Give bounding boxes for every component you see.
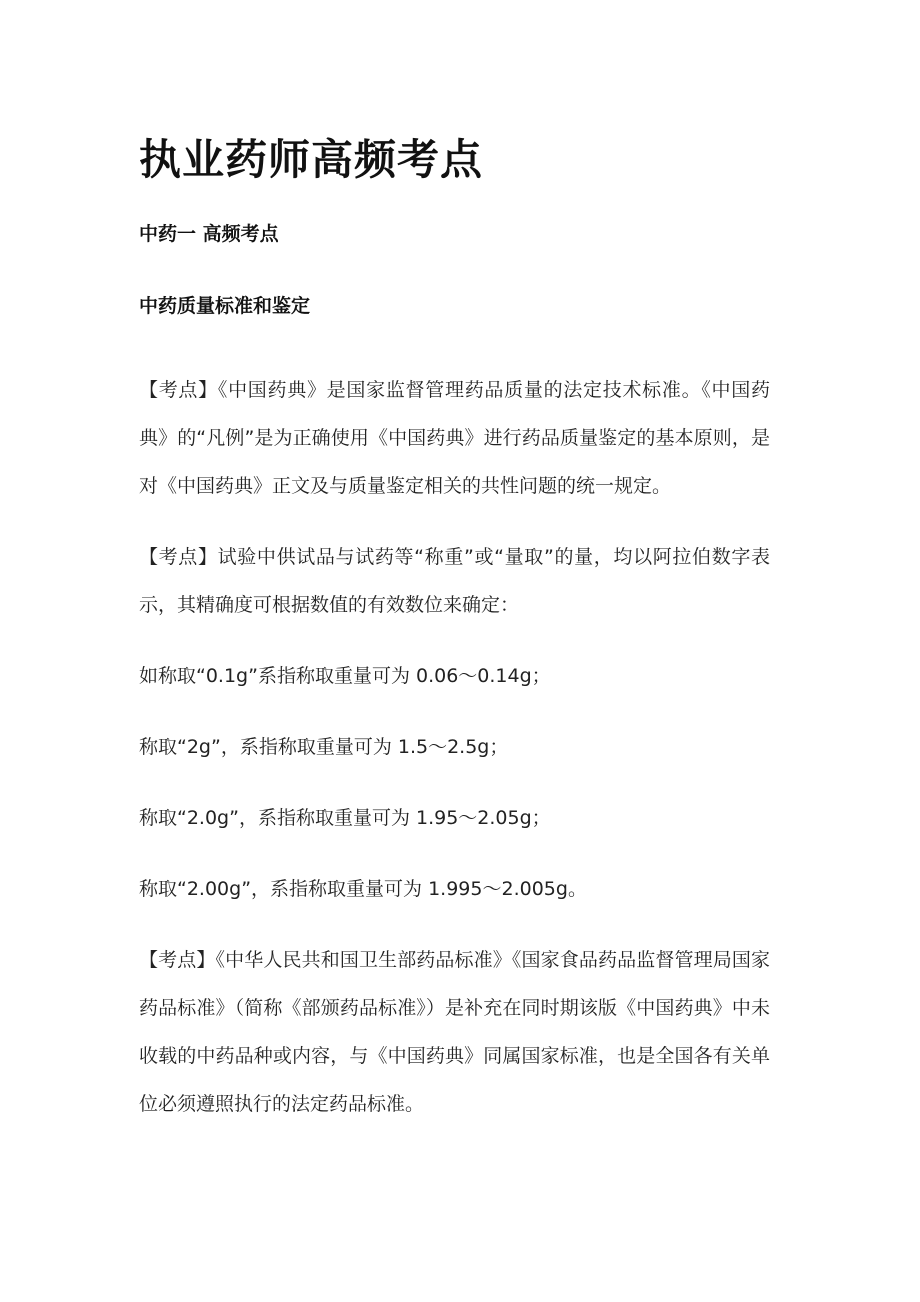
- document-title: 执业药师高频考点: [139, 135, 484, 184]
- paragraph-example-2g: 称取“2g”，系指称取重量可为 1.5～2.5g；: [139, 736, 509, 758]
- subject-heading: 中药一 高频考点: [139, 223, 279, 245]
- paragraph-example-0-1g: 如称取“0.1g”系指称取重量可为 0.06～0.14g；: [139, 665, 551, 687]
- paragraph-example-2-0g: 称取“2.0g”，系指称取重量可为 1.95～2.05g；: [139, 807, 551, 829]
- paragraph-weighing-precision: 【考点】试验中供试品与试药等“称重”或“量取”的量，均以阿拉伯数字表示，其精确度可根据数值的有效数位来确定：: [139, 546, 770, 616]
- paragraph-example-2-00g: 称取“2.00g”，系指称取重量可为 1.995～2.005g。: [139, 878, 587, 900]
- paragraph-ministry-standards: 【考点】《中华人民共和国卫生部药品标准》《国家食品药品监督管理局国家药品标准》（简称《部颁药品标准》）是补充在同时期该版《中国药典》中未收载的中药品种或内容，与《中国药典》同属国家标准，也是全国各有关单位必须遵照执行的法定药品标准。: [139, 949, 770, 1115]
- section-heading: 中药质量标准和鉴定: [139, 295, 311, 317]
- paragraph-pharmacopoeia-standard: 【考点】《中国药典》是国家监督管理药品质量的法定技术标准。《中国药典》的“凡例”是为正确使用《中国药典》进行药品质量鉴定的基本原则，是对《中国药典》正文及与质量鉴定相关的共性问题的统一规定。: [139, 379, 770, 497]
